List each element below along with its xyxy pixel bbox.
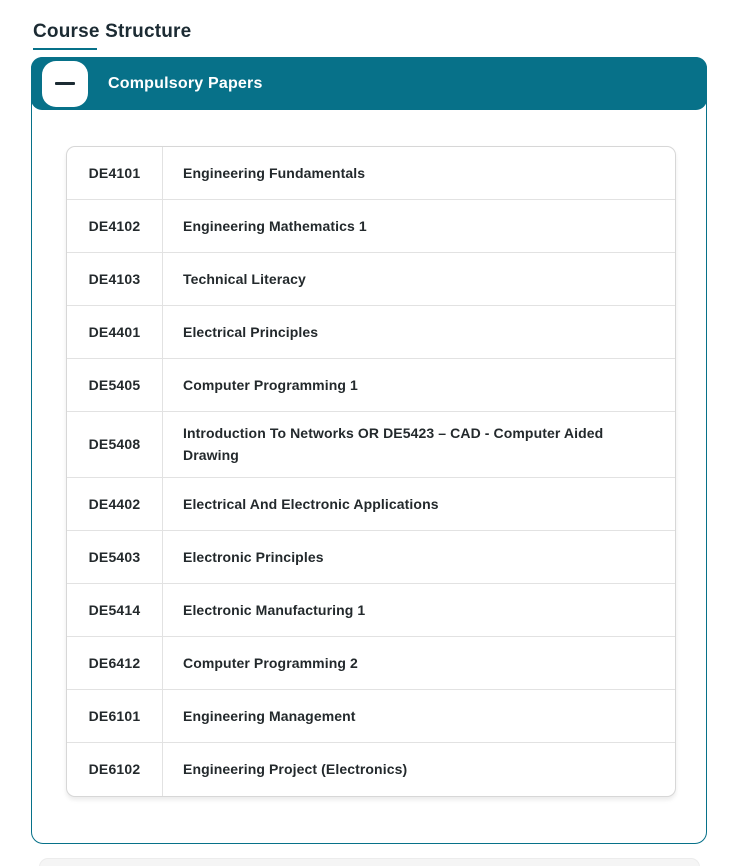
paper-code-cell: DE4103 <box>67 253 163 305</box>
table-row <box>67 637 675 690</box>
table-row <box>67 306 675 359</box>
table-row <box>67 531 675 584</box>
paper-code-cell: DE4101 <box>67 147 163 199</box>
paper-code-cell: DE6102 <box>67 743 163 796</box>
paper-code-cell: DE5405 <box>67 359 163 411</box>
table-row <box>67 743 675 796</box>
table-row <box>67 478 675 531</box>
table-row <box>67 690 675 743</box>
paper-name-cell: Engineering Fundamentals <box>183 164 366 181</box>
paper-code-cell: DE5414 <box>67 584 163 636</box>
table-row <box>67 412 675 478</box>
paper-name-cell: Electrical And Electronic Applications <box>183 495 439 512</box>
accordion-body <box>32 110 706 828</box>
table-row <box>67 584 675 637</box>
paper-name-cell: Engineering Management <box>183 707 356 724</box>
paper-code-cell: DE6412 <box>67 637 163 689</box>
accordion-header-compulsory-papers[interactable] <box>31 57 707 110</box>
papers-table <box>66 146 676 797</box>
paper-name-cell: Engineering Project (Electronics) <box>183 761 408 778</box>
paper-name-cell: Electronic Manufacturing 1 <box>183 601 366 618</box>
paper-code-cell: DE4102 <box>67 200 163 252</box>
table-row <box>67 200 675 253</box>
page-title: Course Structure <box>33 21 191 50</box>
table-row <box>67 253 675 306</box>
accordion-title: Compulsory Papers <box>108 74 263 92</box>
collapse-accordion-button[interactable] <box>42 61 88 107</box>
paper-name-cell: Computer Programming 1 <box>183 376 358 393</box>
paper-name-cell: Engineering Mathematics 1 <box>183 217 367 234</box>
paper-code-cell: DE5408 <box>67 412 163 477</box>
paper-code-cell: DE4402 <box>67 478 163 530</box>
paper-name-cell: Electronic Principles <box>183 548 324 565</box>
paper-name-cell: Electrical Principles <box>183 323 319 340</box>
table-row <box>67 147 675 200</box>
paper-code-cell: DE6101 <box>67 690 163 742</box>
paper-name-cell: Technical Literacy <box>183 270 306 287</box>
minus-icon <box>55 82 75 85</box>
accordion-panel-compulsory-papers <box>31 57 707 844</box>
paper-code-cell: DE4401 <box>67 306 163 358</box>
paper-name-cell: Computer Programming 2 <box>183 654 358 671</box>
paper-name-cell: Introduction To Networks OR DE5423 – CAD - Computer Aided Drawing <box>183 425 604 464</box>
paper-code-cell: DE5403 <box>67 531 163 583</box>
next-accordion-header-collapsed[interactable] <box>39 858 700 866</box>
table-row <box>67 359 675 412</box>
